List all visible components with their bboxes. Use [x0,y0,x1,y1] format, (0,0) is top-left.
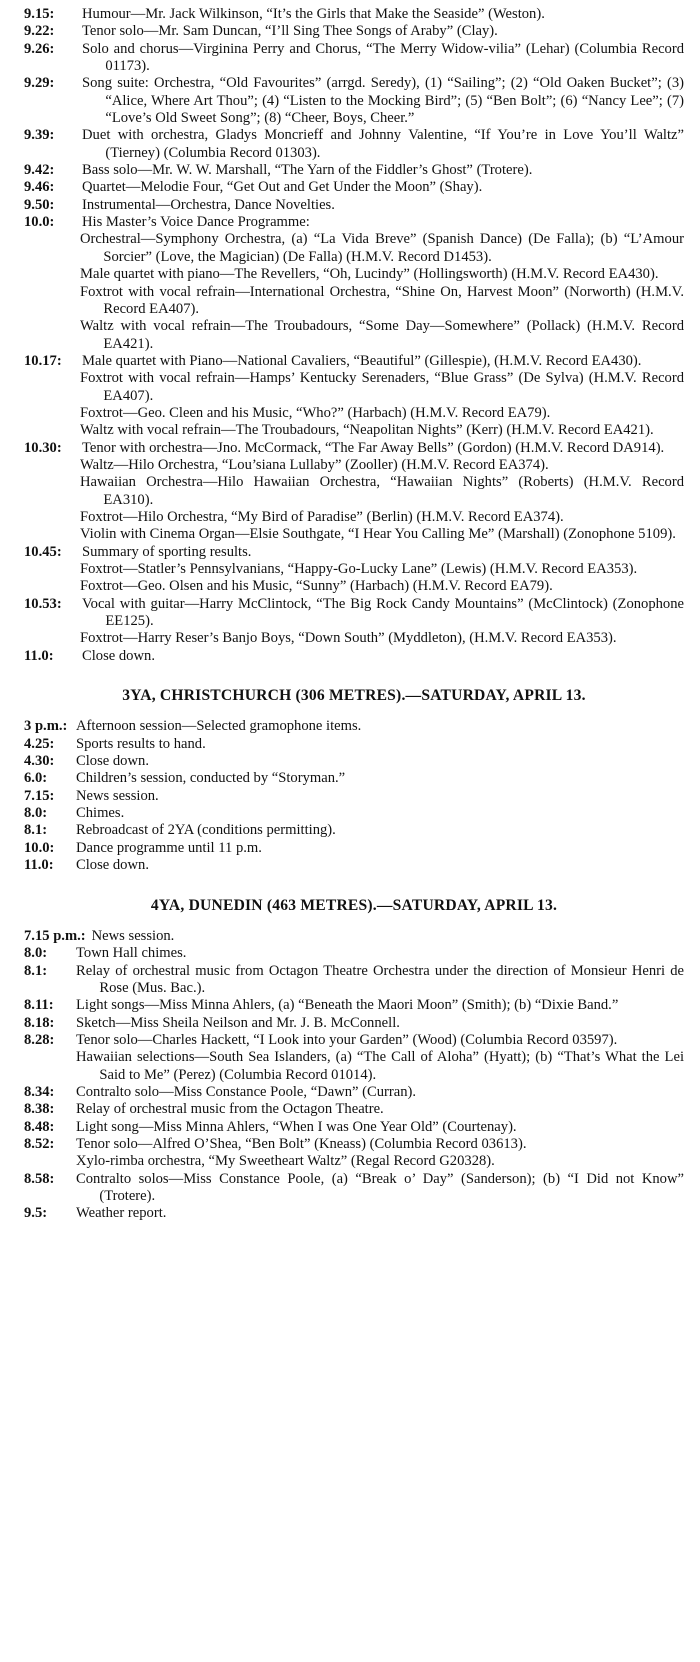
programme-item [24,753,684,770]
programme-time: 8.28: [24,1031,55,1048]
programme-sub-item: Foxtrot—Geo. Olsen and his Music, “Sunny” (Harbach) (H.M.V. Record EA79). [80,578,553,595]
programme-sub-item: Hawaiian selections—South Sea Islanders, (a) “The Call of Aloha” (Hyatt); (b) “That’s What the Lei Said to Me” (Perez) (Columbia Record 01014). [76,1049,684,1083]
programme-description: News session. [91,927,175,944]
section-2ya-continued [24,6,684,665]
programme-description: Song suite: Orchestra, “Old Favourites” (arrgd. Seredy), (1) “Sailing”; (2) “Old Oaken Bucket”; (3) “Alice, Where Art Thou”; (4) “Listen to the Mocking Bird”; (5) “Ben Bolt”; (6) “Nancy Lee”; (7) “Love’s Old Sweet Song”; (8) “Cheer, Boys, Cheer.” [82,75,684,127]
programme-item [24,945,684,962]
programme-description: Bass solo—Mr. W. W. Marshall, “The Yarn of the Fiddler’s Ghost” (Trotere). [82,162,533,179]
programme-description: Tenor solo—Charles Hackett, “I Look into your Garden” (Wood) (Columbia Record 03597). [76,1031,618,1048]
programme-description: Tenor solo—Mr. Sam Duncan, “I’ll Sing Thee Songs of Araby” (Clay). [82,23,498,40]
programme-time: 8.18: [24,1014,55,1031]
programme-item [24,544,684,561]
programme-sub-item: Foxtrot—Statler’s Pennsylvanians, “Happy-Go-Lucky Lane” (Lewis) (H.M.V. Record EA353). [80,561,638,577]
programme-time: 6.0: [24,770,48,787]
programme-description: Vocal with guitar—Harry McClintock, “The Big Rock Candy Mountains” (McClintock) (Zonophone EE125). [82,595,684,630]
programme-time: 9.50: [24,196,55,213]
programme-sub-item: Waltz—Hilo Orchestra, “Lou’siana Lullaby” (Zooller) (H.M.V. Record EA374). [80,456,549,473]
programme-time: 9.39: [24,127,55,144]
programme-time: 10.53: [24,595,62,612]
programme-time: 8.38: [24,1101,55,1118]
programme-description: Humour—Mr. Jack Wilkinson, “It’s the Girls that Make the Seaside” (Weston). [82,6,545,22]
programme-time: 7.15 p.m.: [24,927,86,944]
programme-description: Relay of orchestral music from the Octagon Theatre. [76,1101,384,1118]
programme-sub-item: Foxtrot with vocal refrain—International Orchestra, “Shine On, Harvest Moon” (Norworth) (H.M.V. Record EA407). [80,283,684,317]
programme-description: Close down. [76,753,149,770]
programme-description: Dance programme until 11 p.m. [76,839,262,856]
programme-description: Solo and chorus—Virginina Perry and Chorus, “The Merry Widow-vilia” (Lehar) (Columbia Record 01173). [82,40,684,75]
programme-time: 8.0: [24,805,48,822]
programme-time: 9.42: [24,162,55,179]
programme-description: Afternoon session—Selected gramophone items. [76,718,362,735]
programme-time: 9.22: [24,23,55,40]
programme-time: 7.15: [24,787,55,804]
programme-item [24,928,684,945]
programme-item [24,1171,684,1206]
programme-time: 10.0: [24,839,55,856]
programme-item [24,805,684,822]
programme-item [24,353,684,370]
programme-description: Rebroadcast of 2YA (conditions permitting). [76,822,336,839]
programme-description: Quartet—Melodie Four, “Get Out and Get Under the Moon” (Shay). [82,179,483,196]
programme-description: Weather report. [76,1205,167,1222]
programme-item [24,23,684,40]
programme-time: 8.0: [24,945,48,962]
programme-time: 9.5: [24,1205,48,1222]
programme-sub-item: Orchestral—Symphony Orchestra, (a) “La Vida Breve” (Spanish Dance) (De Falla); (b) “L’Amour Sorcier” (Love, the Magician) (De Falla) (H.M.V. Record D1453). [80,231,684,265]
programme-description: Close down. [76,857,149,874]
programme-item [24,41,684,76]
programme-time: 8.11: [24,997,54,1014]
programme-time: 8.1: [24,962,48,979]
programme-time: 4.25: [24,735,55,752]
programme-time: 11.0: [24,647,54,664]
programme-description: Relay of orchestral music from Octagon Theatre Orchestra under the direction of Monsieur Henri de Rose (Mus. Bac.). [76,962,684,996]
programme-item [24,736,684,753]
programme-time: 10.17: [24,352,62,369]
programme-time: 10.45: [24,543,62,560]
programme-item [24,75,684,127]
programme-description: Sports results to hand. [76,735,206,752]
programme-description: News session. [76,787,159,804]
programme-sub-item: Waltz with vocal refrain—The Troubadours, “Some Day—Somewhere” (Pollack) (H.M.V. Record EA421). [80,318,684,352]
programme-item [24,963,684,998]
programme-description: Contralto solos—Miss Constance Poole, (a) “Break o’ Day” (Sanderson); (b) “I Did not Know” (Trotere). [76,1170,684,1204]
programme-description: Close down. [82,647,155,664]
programme-item [24,197,684,214]
programme-item [24,440,684,457]
programme-item [24,1032,684,1049]
programme-time: 10.30: [24,439,62,456]
programme-description: Summary of sporting results. [82,543,252,560]
programme-description: Light song—Miss Minna Ahlers, “When I was One Year Old” (Courtenay). [76,1118,517,1135]
programme-time: 8.58: [24,1170,55,1187]
programme-sub-item: Foxtrot with vocal refrain—Hamps’ Kentucky Serenaders, “Blue Grass” (De Sylva) (H.M.V. Record EA407). [80,370,684,404]
programme-item [24,822,684,839]
programme-sub-item: Male quartet with piano—The Revellers, “Oh, Lucindy” (Hollingsworth) (H.M.V. Record EA430). [80,266,659,283]
programme-time: 4.30: [24,753,55,770]
programme-item [24,1101,684,1118]
programme-item [24,162,684,179]
programme-description: Sketch—Miss Sheila Neilson and Mr. J. B. McConnell. [76,1014,400,1031]
programme-sub-item: Violin with Cinema Organ—Elsie Southgate, “I Hear You Calling Me” (Marshall) (Zonophone 5109). [80,526,676,543]
programme-description: Male quartet with Piano—National Cavaliers, “Beautiful” (Gillespie), (H.M.V. Record EA430). [82,352,642,369]
programme-time: 8.1: [24,822,48,839]
programme-description: Light songs—Miss Minna Ahlers, (a) “Beneath the Maori Moon” (Smith); (b) “Dixie Band.” [76,997,619,1014]
programme-item [24,6,684,23]
programme-item [24,1205,684,1222]
programme-time: 3 p.m.: [24,718,68,735]
programme-sub-item: Foxtrot—Hilo Orchestra, “My Bird of Paradise” (Berlin) (H.M.V. Record EA374). [80,508,564,525]
programme-description: Chimes. [76,805,125,822]
programme-item [24,1119,684,1136]
programme-sub-item: Foxtrot—Harry Reser’s Banjo Boys, “Down South” (Myddleton), (H.M.V. Record EA353). [80,630,617,647]
heading-3ya-christchurch: 3YA, CHRISTCHURCH (306 METRES).—SATURDAY, APRIL 13. [122,687,586,705]
programme-description: His Master’s Voice Dance Programme: [82,214,310,231]
programme-time: 9.26: [24,40,55,57]
programme-description: Instrumental—Orchestra, Dance Novelties. [82,196,335,213]
programme-item [24,127,684,162]
programme-item [24,840,684,857]
programme-item [24,1015,684,1032]
programme-item [24,648,684,665]
programme-description: Tenor solo—Alfred O’Shea, “Ben Bolt” (Kneass) (Columbia Record 03613). [76,1135,527,1152]
programme-sub-item: Xylo-rimba orchestra, “My Sweetheart Waltz” (Regal Record G20328). [76,1153,495,1170]
programme-item [24,1084,684,1101]
programme-description: Tenor with orchestra—Jno. McCormack, “The Far Away Bells” (Gordon) (H.M.V. Record DA914). [82,439,665,456]
programme-time: 9.15: [24,6,55,22]
programme-sub-item: Foxtrot—Geo. Cleen and his Music, “Who?” (Harbach) (H.M.V. Record EA79). [80,404,551,421]
programme-description: Duet with orchestra, Gladys Moncrieff and Johnny Valentine, “If You’re in Love You’ll Waltz” (Tierney) (Columbia Record 01303). [82,127,684,161]
programme-time: 9.46: [24,179,55,196]
programme-sub-item: Waltz with vocal refrain—The Troubadours, “Neapolitan Nights” (Kerr) (H.M.V. Record EA421). [80,422,654,439]
programme-time: 8.52: [24,1135,55,1152]
section-4ya-dunedin [24,928,684,1223]
section-3ya-christchurch [24,718,684,874]
programme-item [24,1136,684,1153]
radio-programme-page [24,6,684,1223]
programme-time: 9.29: [24,75,55,92]
programme-item [24,770,684,787]
programme-item [24,788,684,805]
programme-time: 8.48: [24,1118,55,1135]
programme-description: Children’s session, conducted by “Storyman.” [76,770,346,787]
programme-item [24,214,684,231]
programme-item [24,718,684,735]
programme-item [24,179,684,196]
programme-item [24,596,684,631]
heading-4ya-dunedin: 4YA, DUNEDIN (463 METRES).—SATURDAY, APRIL 13. [150,896,558,914]
programme-description: Contralto solo—Miss Constance Poole, “Dawn” (Curran). [76,1083,417,1100]
programme-item [24,857,684,874]
programme-time: 11.0: [24,857,54,874]
programme-time: 10.0: [24,214,55,231]
programme-sub-item: Hawaiian Orchestra—Hilo Hawaiian Orchestra, “Hawaiian Nights” (Roberts) (H.M.V. Record EA310). [80,474,684,508]
programme-item [24,997,684,1014]
programme-time: 8.34: [24,1083,55,1100]
programme-description: Town Hall chimes. [76,945,187,962]
